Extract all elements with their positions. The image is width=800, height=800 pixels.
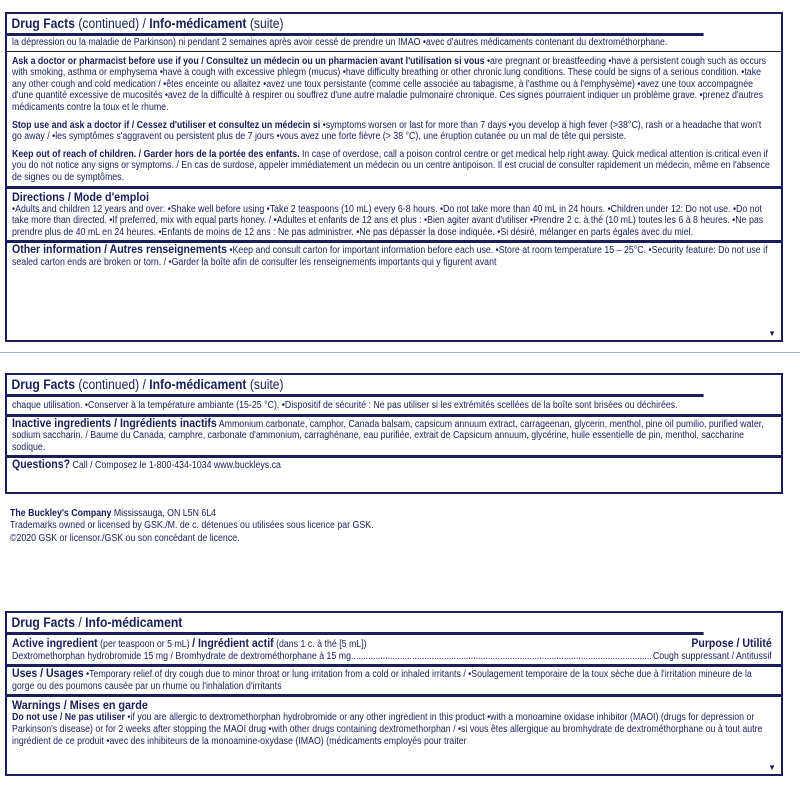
label-divider — [0, 352, 800, 353]
warnings-section: Warnings / Mises en garde Do not use / Ne pas utiliser •if you are allergic to dextromethorphan hydrobromide or any other ingredient in this product •with a monoamine oxidase inhibitor (MAOI) (drugs for depression or Parkinson's disease) or for 2 weeks after stopping the MAOI drug •with other drugs containing dextromethorphan / •si vous êtes allergique au bromhydrate de dextrométhorphane ou à tout autre ingrédient de ce produit •avec des inhibiteurs de la monoamine-oxydase (IMAO) (médicaments employés pour traiter — [7, 694, 781, 749]
panel-header: Drug Facts / Info-médicament — [7, 613, 704, 635]
continue-arrow-icon: ▼ — [768, 763, 776, 772]
continue-arrow-icon: ▼ — [768, 329, 776, 338]
company-footer: The Buckley's Company Mississauga, ON L5N 6L4 Trademarks owned or licensed by GSK./M. de c. détenues ou utilisées sous licence par GSK. ©2020 GSK or licensor./GSK ou son concédant de licence. — [10, 508, 374, 544]
header-title: Drug Facts — [11, 377, 75, 392]
ask-doctor-section: Ask a doctor or pharmacist before use if you / Consultez un médecin ou un pharmacien avant l'utilisation si vous •are pregnant or breastfeeding •have a persistent cough such as occurs with smoking, asthma or emphysema •have a cough with excessive phlegm (mucus) •have difficulty breathing or other chronic lung conditions. These could be signs of a serious condition. •take any other cough and cold medication / •êtes enceinte ou allaitez •avez une toux persistante (comme celle associée au tabagisme, à l'asthme ou à l'emphysème) •avez une toux accompagnée d'une quantité excessive de mucosités •avez de la difficulté à respirer ou souffrez d'une autre maladie pulmonaire chronique. Ces signes pourraient indiquer un problème grave. •prenez d'autres médicaments contre la toux et le rhume. — [7, 51, 781, 116]
active-ingredient-row: Dextromethorphan hydrobromide 15 mg / Bromhydrate de dextrométhorphane à 15 mg ..... Cough suppressant / Antitussif — [12, 651, 772, 663]
drug-facts-panel-continued-2 — [5, 373, 783, 494]
panel-header: Drug Facts (continued) / Info-médicament (suite) — [7, 14, 704, 36]
active-ingredient-section: Purpose / Utilité Active ingredient (per teaspoon or 5 mL) / Ingrédient actif (dans 1 c. à thé [5 mL]) Dextromethorphan hydrobromide 15 mg / Bromhydrate de dextrométhorphane à 15 mg ..... Cough suppressant / Antitussif — [7, 635, 781, 664]
header-title: Drug Facts — [11, 16, 75, 31]
panel-header: Drug Facts (continued) / Info-médicament (suite) — [7, 375, 704, 397]
purpose-heading: Purpose / Utilité — [691, 636, 772, 650]
other-info-section: Other information / Autres renseignements •Keep and consult carton for important information before each use. •Store at room temperature 15 – 25°C. •Security feature: Do not use if sealed carton ends are broken or torn. / •Garder la boîte afin de consulter les renseignements importants qui y figurent avant — [7, 240, 781, 270]
directions-section: Directions / Mode d'emploi •Adults and children 12 years and over: •Shake well before using •Take 2 teaspoons (10 mL) every 6-8 hours. •Do not take more than 40 mL in 24 hours. •Children under 12: Do not use. •Do not take more than directed. •If preferred, mix with equal parts honey. / •Adultes et enfants de 12 ans et plus : •Bien agiter avant d'utiliser •Prendre 2 c. à thé (10 mL) toutes les 6 à 8 heures. •Ne pas prendre plus de 40 mL en 24 heures. •Enfants de moins de 12 ans : Ne pas administrer. •Ne pas dépasser la dose indiquée. •Si désiré, mélanger en parts égales avec du miel. — [7, 186, 781, 241]
header-title: Drug Facts — [11, 615, 75, 630]
intro-section: chaque utilisation. •Conserver à la température ambiante (15-25 °C). •Dispositif de sécurité : Ne pas utiliser si les extrémités scellées de la boîte sont brisées ou déchirées. — [12, 400, 678, 411]
stop-use-section: Stop use and ask a doctor if / Cessez d'utiliser et consultez un médecin si •symptoms worsen or last for more than 7 days •you develop a high fever (>38°C), rash or a headache that won't go away / •les symptômes s'aggravent ou persistent plus de 7 jours •vous avez une forte fièvre (> 38 °C), une éruption cutanée ou un mal de tête qui persiste. — [12, 119, 762, 143]
intro-section: la dépression ou la maladie de Parkinson) ni pendant 2 semaines après avoir cessé de prendre un IMAO •avec d'autres médicaments contenant du dextrométhorphane. — [12, 37, 668, 48]
drug-facts-panel-main — [5, 611, 783, 776]
uses-section: Uses / Usages •Temporary relief of dry cough due to minor throat or lung irritation from a cold or inhaled irritants / •Soulagement temporaire de la toux sèche due à l'irritation mineure de la gorge ou des poumons causée par un rhume ou l'inhalation d'irritants — [7, 664, 781, 694]
warnings-heading: Warnings / Mises en garde — [12, 698, 148, 713]
questions-section: Questions? Call / Composez le 1-800-434-1034 www.buckleys.ca — [7, 455, 781, 474]
drug-facts-panel-continued-1 — [5, 12, 783, 342]
inactive-ingredients-section: Inactive ingredients / Ingrédients inactifs Ammonium carbonate, camphor, Canada balsam, capsicum annuum extract, carrageenan, glycerin, menthol, pine oil pumilio, purified water, sodium saccharin. / Baume du Canada, camphre, carbonate d'ammonium, carraghénane, eau purifiée, extrait de Capsicum annuum, glycérine, huile essentielle de pin, menthol, saccharine sodique. — [7, 414, 781, 456]
keep-out-section: Keep out of reach of children. / Garder hors de la portée des enfants. In case of overdose, call a poison control centre or get medical help right away. Quick medical attention is critical even if you do not notice any signs or symptoms. / En cas de surdose, appeler immédiatement un médecin ou un centre antipoison. Il est crucial de consulter rapidement un médecin, même en l'absence de signes ou de symptômes. — [12, 148, 770, 183]
directions-heading: Directions / Mode d'emploi — [12, 189, 149, 204]
